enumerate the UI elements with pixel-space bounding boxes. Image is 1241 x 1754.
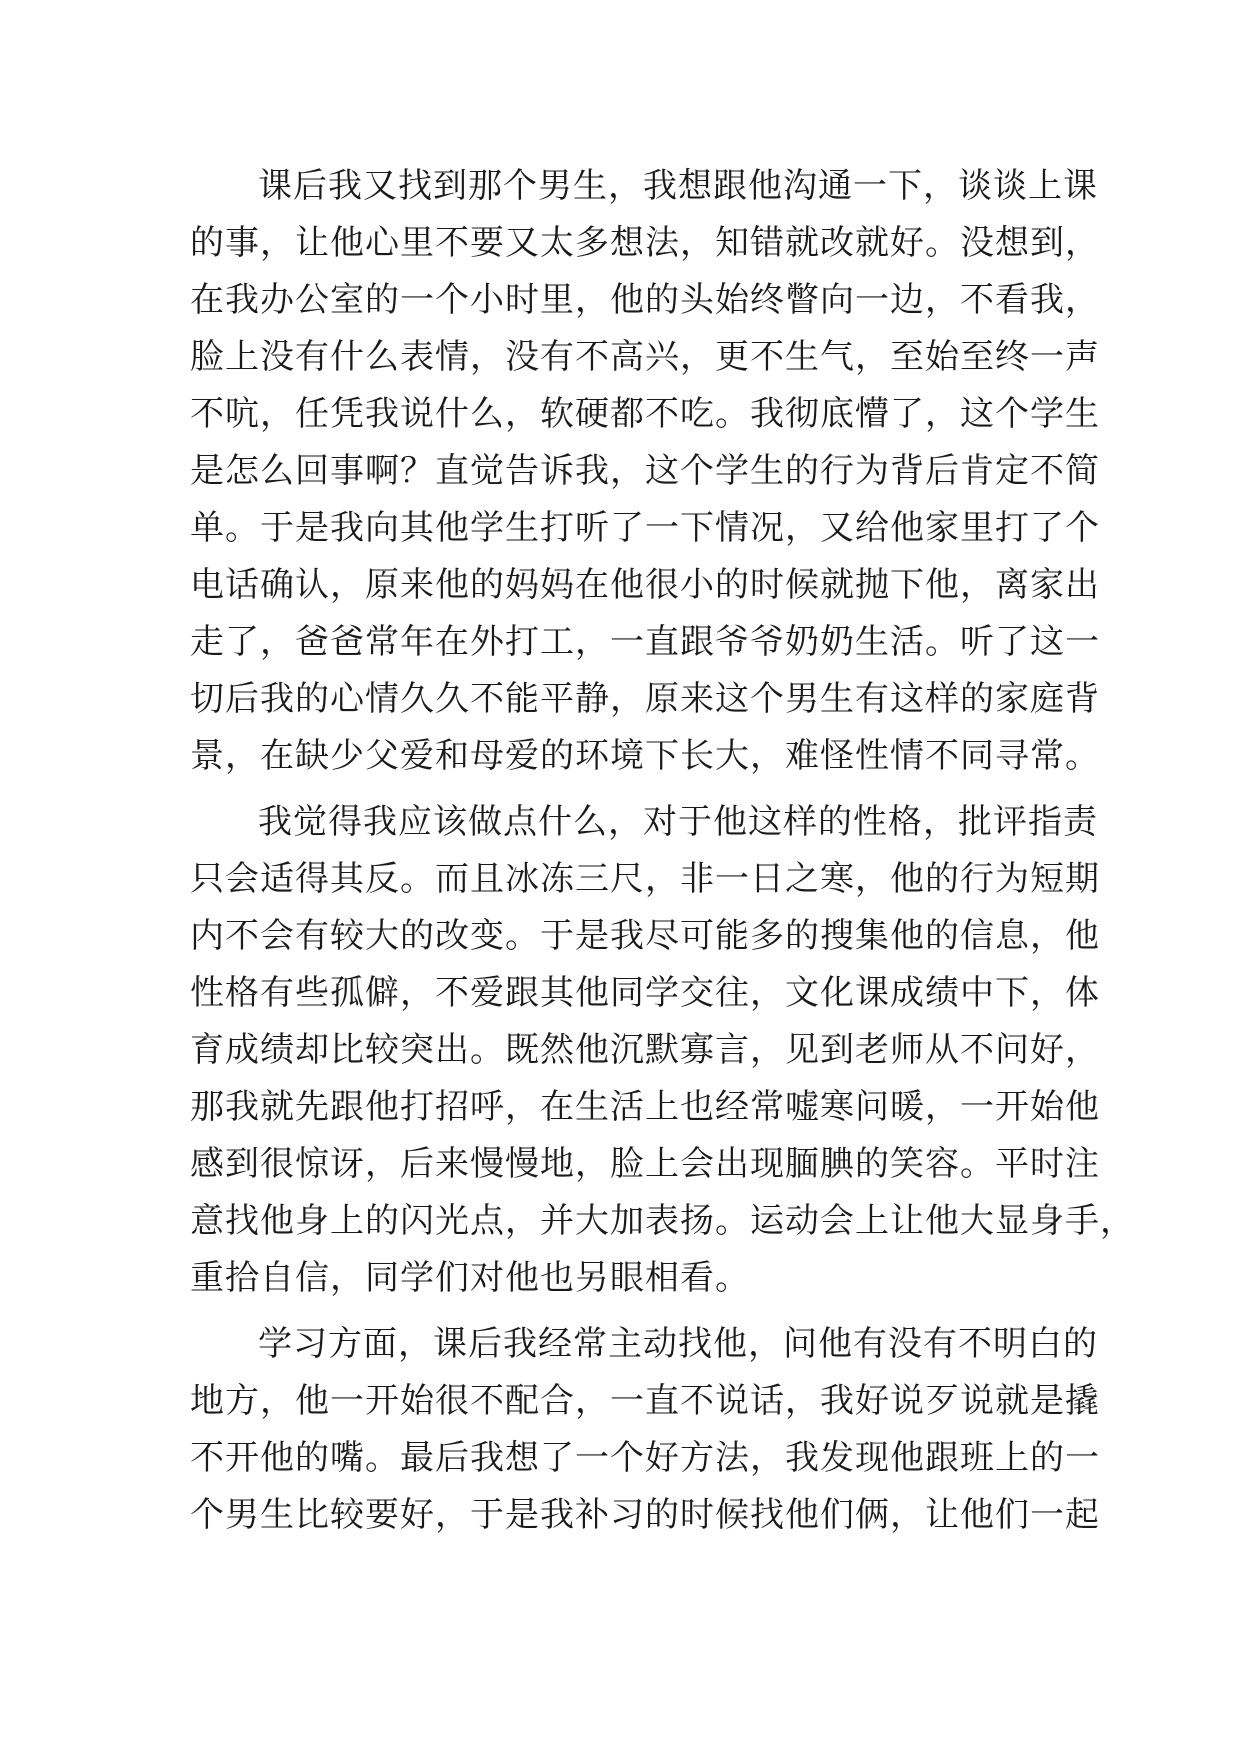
- text-line: 不吭，任凭我说什么，软硬都不吃。我彻底懵了，这个学生: [190, 394, 1100, 434]
- text-line: 不开他的嘴。最后我想了一个好方法，我发现他跟班上的一: [190, 1438, 1100, 1478]
- text-line: 是怎么回事啊？直觉告诉我，这个学生的行为背后肯定不简: [190, 451, 1100, 491]
- text-line: 那我就先跟他打招呼，在生活上也经常嘘寒问暖，一开始他: [190, 1087, 1100, 1127]
- text-line: 重拾自信，同学们对他也另眼相看。: [190, 1258, 750, 1298]
- text-line: 电话确认，原来他的妈妈在他很小的时候就抛下他，离家出: [190, 565, 1100, 605]
- text-line: 的事，让他心里不要又太多想法，知错就改就好。没想到，: [190, 223, 1100, 263]
- text-line: 单。于是我向其他学生打听了一下情况，又给他家里打了个: [190, 508, 1100, 548]
- text-line: 意找他身上的闪光点，并大加表扬。运动会上让他大显身手，: [190, 1201, 1135, 1241]
- text-line: 感到很惊讶，后来慢慢地，脸上会出现腼腆的笑容。平时注: [190, 1144, 1100, 1184]
- text-line: 只会适得其反。而且冰冻三尺，非一日之寒，他的行为短期: [190, 859, 1100, 899]
- text-line: 我觉得我应该做点什么，对于他这样的性格，批评指责: [258, 802, 1098, 842]
- text-line: 课后我又找到那个男生，我想跟他沟通一下，谈谈上课: [258, 166, 1098, 206]
- text-line: 内不会有较大的改变。于是我尽可能多的搜集他的信息，他: [190, 916, 1100, 956]
- text-line: 景，在缺少父爱和母爱的环境下长大，难怪性情不同寻常。: [190, 736, 1100, 776]
- text-line: 切后我的心情久久不能平静，原来这个男生有这样的家庭背: [190, 679, 1100, 719]
- text-line: 学习方面，课后我经常主动找他，问他有没有不明白的: [258, 1324, 1098, 1364]
- text-line: 个男生比较要好，于是我补习的时候找他们俩，让他们一起: [190, 1495, 1100, 1535]
- text-line: 在我办公室的一个小时里，他的头始终瞥向一边，不看我，: [190, 280, 1100, 320]
- text-line: 走了，爸爸常年在外打工，一直跟爷爷奶奶生活。听了这一: [190, 622, 1100, 662]
- text-line: 育成绩却比较突出。既然他沉默寡言，见到老师从不问好，: [190, 1030, 1100, 1070]
- text-line: 地方，他一开始很不配合，一直不说话，我好说歹说就是撬: [190, 1381, 1100, 1421]
- text-line: 脸上没有什么表情，没有不高兴，更不生气，至始至终一声: [190, 337, 1100, 377]
- text-line: 性格有些孤僻，不爱跟其他同学交往，文化课成绩中下，体: [190, 973, 1100, 1013]
